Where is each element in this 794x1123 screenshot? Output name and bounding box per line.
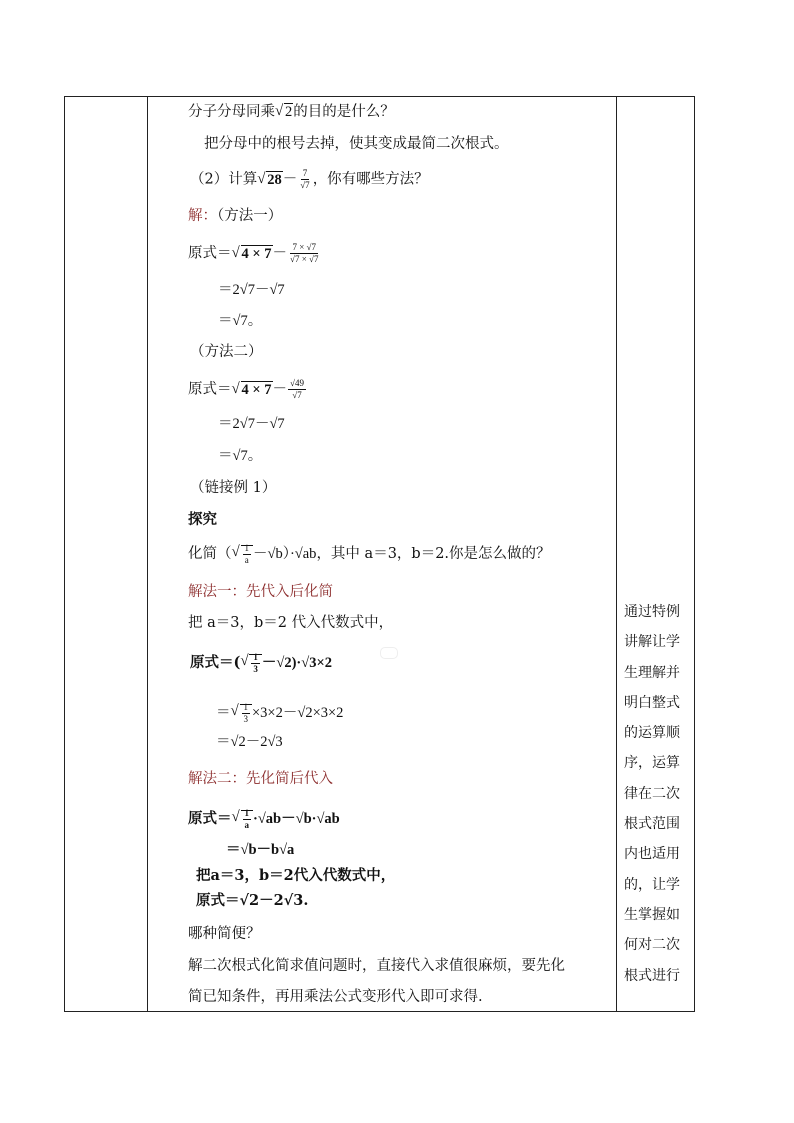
conclusion-line-2: 简已知条件，再用乘法公式变形代入即可求得. bbox=[188, 989, 483, 1005]
explore-question: 化简（ √ $\frac{1}{a}$ －√b）·√ab，其中 a＝3，b＝2.你是怎么做的？ bbox=[188, 543, 551, 566]
link-example: （链接例 1） bbox=[190, 480, 277, 496]
answer-line-1: 把分母中的根号去掉，使其变成最简二次根式。 bbox=[204, 136, 509, 152]
solution-1-text: 把 a＝3，b＝2 代入代数式中， bbox=[188, 615, 394, 631]
solution-1-title: 解法一：先代入后化简 bbox=[188, 584, 333, 600]
table-border-right bbox=[694, 96, 695, 1012]
side-note-line: 通过特例 bbox=[624, 604, 680, 620]
solution-1-step-3: ＝√2－2√3 bbox=[216, 734, 283, 750]
side-note-line: 明白整式 bbox=[624, 694, 680, 711]
table-divider-1 bbox=[147, 96, 148, 1012]
question-line-1: 分子分母同乘√ 2的目的是什么？ bbox=[188, 102, 395, 122]
solution-2-step-3: 把a＝3，b＝2代入代数式中， bbox=[196, 867, 396, 884]
which-simpler: 哪种简便？ bbox=[188, 926, 261, 942]
side-note-line: 律在二次 bbox=[624, 785, 680, 802]
solution-1-step-2: ＝ √ $\frac{1}{3}$ ×3×2－√2×3×2 bbox=[216, 702, 343, 725]
question-line-2: （2）计算√ 28－ $\frac{7}{√7}$ ，你有哪些方法？ bbox=[190, 168, 429, 191]
side-note-line: 根式进行 bbox=[624, 967, 680, 984]
side-note-line: 讲解让学 bbox=[624, 634, 680, 651]
method-2-step-2: ＝2√7－√7 bbox=[218, 416, 285, 432]
method-1-step-3: ＝√7。 bbox=[218, 313, 263, 329]
method-1-step-2: ＝2√7－√7 bbox=[218, 282, 285, 298]
conclusion-line-1: 解二次根式化简求值问题时，直接代入求值很麻烦，要先化 bbox=[188, 958, 565, 974]
method-2-step-1: 原式＝√ 4 × 7－ $\frac{√49}{√7}$ bbox=[188, 378, 307, 401]
solution-2-step-1: 原式＝ √ $\frac{1}{a}$ ·√ab－√b·√ab bbox=[188, 808, 340, 831]
explore-heading: 探究 bbox=[188, 511, 217, 528]
side-note-line: 何对二次 bbox=[624, 937, 680, 954]
solution-2-title: 解法二：先化简后代入 bbox=[188, 771, 333, 787]
table-border-left bbox=[64, 96, 65, 1012]
solution-1-step-1: 原式＝( √ $\frac{1}{3}$ －√2)·√3×2 bbox=[190, 652, 332, 675]
side-note-line: 序，运算 bbox=[624, 755, 680, 772]
solution-2-step-2: ＝√b－b√a bbox=[226, 842, 295, 858]
side-note bbox=[624, 597, 686, 991]
method-2-title: （方法二） bbox=[190, 344, 263, 360]
side-note-line: 的运算顺 bbox=[624, 725, 680, 742]
faded-watermark-mark bbox=[380, 647, 398, 659]
table-border-bottom bbox=[64, 1011, 695, 1012]
side-note-line: 根式范围 bbox=[624, 816, 680, 833]
side-note-line: 生理解并 bbox=[624, 664, 680, 681]
solution-2-step-4: 原式＝√2－2√3. bbox=[196, 892, 309, 909]
table-border-top bbox=[64, 96, 695, 97]
side-note-line: 内也适用 bbox=[624, 846, 680, 863]
method-1-title: 解：（方法一） bbox=[188, 208, 283, 224]
side-note-line: 生掌握如 bbox=[624, 906, 680, 923]
method-1-step-1: 原式＝√ 4 × 7－ $\frac{7 \times √7}{√7 \times √7}$ bbox=[188, 242, 321, 265]
method-2-step-3: ＝√7。 bbox=[218, 448, 263, 464]
side-note-line: 的，让学 bbox=[624, 876, 680, 893]
table-divider-2 bbox=[616, 96, 617, 1012]
